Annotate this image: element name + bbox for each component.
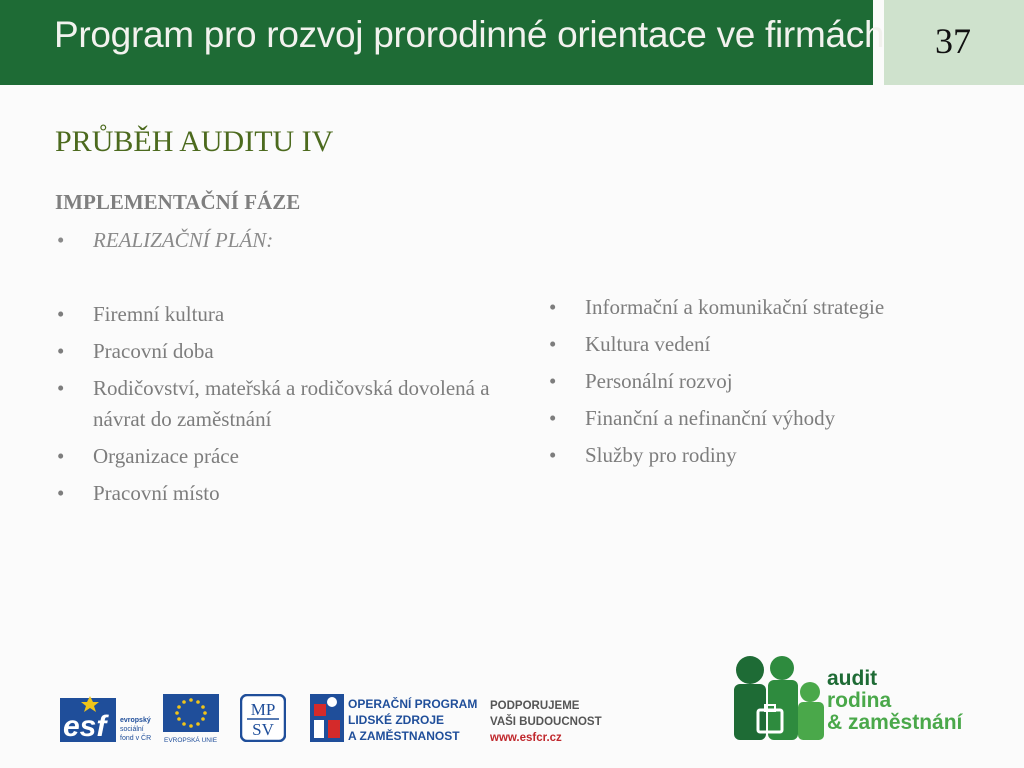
esf-url: www.esfcr.cz xyxy=(490,732,562,744)
list-item: • Služby pro rodiny xyxy=(549,443,737,467)
slide-title: PRŮBĚH AUDITU IV xyxy=(55,125,334,158)
audit-rodina-logo xyxy=(730,654,990,746)
program-title: Program pro rozvoj prorodinné orientace ve firmách xyxy=(54,14,885,55)
svg-text:SV: SV xyxy=(252,720,274,739)
right-bullet-list xyxy=(547,292,987,477)
phase-heading: IMPLEMENTAČNÍ FÁZE xyxy=(55,190,301,214)
page-number: 37 xyxy=(935,21,971,61)
list-item: • Personální rozvoj xyxy=(549,369,733,393)
header-bar xyxy=(0,0,885,85)
svg-text:fond v ČR: fond v ČR xyxy=(120,735,152,742)
svg-text:evropský: evropský xyxy=(120,717,151,724)
plan-label: REALIZAČNÍ PLÁN: xyxy=(93,228,274,252)
bullet: • xyxy=(57,228,65,252)
page-number-box xyxy=(884,0,1024,85)
list-item: • Firemní kultura xyxy=(57,302,225,326)
eu-flag-logo xyxy=(163,694,219,744)
op-lzz-logo xyxy=(310,694,344,742)
svg-text:MP: MP xyxy=(250,700,276,719)
op-text: OPERAČNÍ PROGRAM LIDSKÉ ZDROJE A ZAMĚSTNANOST xyxy=(348,697,478,743)
svg-text:esf: esf xyxy=(63,710,107,743)
family-figures-icon xyxy=(730,654,826,746)
list-item: • Pracovní doba xyxy=(57,339,214,363)
list-item: • Finanční a nefinanční výhody xyxy=(549,406,836,430)
audit-logo-text: audit rodina & zaměstnání xyxy=(827,667,963,734)
svg-text:EVROPSKÁ UNIE: EVROPSKÁ UNIE xyxy=(164,737,218,744)
support-text: PODPORUJEME VAŠI BUDOUCNOST www.esfcr.cz xyxy=(490,700,602,744)
list-item: • Organizace práce xyxy=(57,444,239,468)
list-item: • Informační a komunikační strategie xyxy=(549,295,885,319)
left-bullet-list xyxy=(55,299,495,515)
mpsv-logo xyxy=(240,694,286,742)
list-item: • Rodičovství, mateřská a rodičovská dovolená a návrat do zaměstnání xyxy=(57,376,490,431)
list-item: • Pracovní místo xyxy=(57,481,220,505)
esf-logo xyxy=(60,692,160,744)
svg-text:sociální: sociální xyxy=(120,726,144,733)
list-item: • Kultura vedení xyxy=(549,332,711,356)
